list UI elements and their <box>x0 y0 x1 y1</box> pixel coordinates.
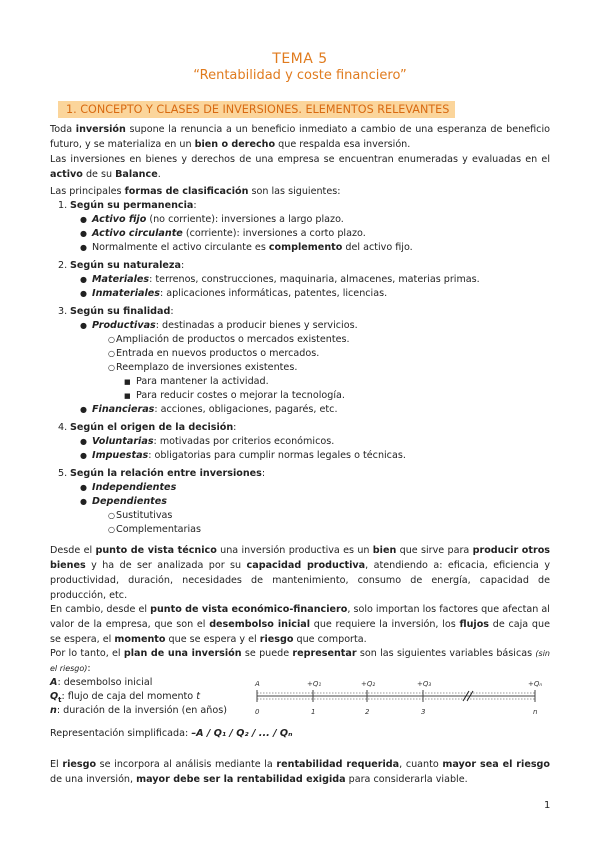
technical-paragraph: Desde el punto de vista técnico una inversión productiva es un bien que sirve para producir otros bienes y ha de ser analizada por su capacidad productiva, atendiendo a: eficacia, eficiencia y productividad, duración, necesidades de mantenimiento, consumo de energía, capacidad de producción, etc. <box>50 545 551 601</box>
list-item: Según la relación entre inversiones: <box>70 468 266 479</box>
list-item: Según su permanencia: <box>70 200 197 211</box>
list-marker: ● <box>80 437 87 446</box>
list-marker: ● <box>80 289 87 298</box>
list-item: Complementarias <box>116 524 202 535</box>
list-marker: ● <box>80 483 87 492</box>
list-marker: ● <box>80 405 87 414</box>
page-title: TEMA 5 <box>272 51 328 67</box>
list-marker: ■ <box>124 378 131 386</box>
list-marker: 2. <box>58 260 68 271</box>
list-marker: ● <box>80 243 87 252</box>
list-item: Según el origen de la decisión: <box>70 422 237 433</box>
cash-flow-timeline <box>245 676 555 726</box>
list-marker: 5. <box>58 468 68 479</box>
list-marker: 4. <box>58 422 68 433</box>
list-item: Para mantener la actividad. <box>136 376 269 387</box>
list-marker: 3. <box>58 306 68 317</box>
timeline-bottom-label: n <box>533 708 538 716</box>
list-marker: ○ <box>108 525 115 534</box>
timeline-bottom-label: 0 <box>255 708 260 716</box>
list-marker: ○ <box>108 349 115 358</box>
list-item: Activo circulante (corriente): inversiones a corto plazo. <box>92 228 366 239</box>
plan-paragraph: Por lo tanto, el plan de una inversión se puede representar son las siguientes variables básicas (sin el riesgo): <box>50 648 550 674</box>
list-item: Productivas: destinadas a producir bienes y servicios. <box>92 320 358 331</box>
intro-paragraph-2: Las inversiones en bienes y derechos de una empresa se encuentran enumeradas y evaluadas en el activo de su Balance. <box>50 154 550 180</box>
list-marker: ● <box>80 229 87 238</box>
list-marker: 1. <box>58 200 68 211</box>
list-item: Independientes <box>92 482 177 493</box>
simplified-representation: Representación simplificada: –A / Q₁ / Q₂ / ... / Qₙ <box>50 728 293 739</box>
list-item: Materiales: terrenos, construcciones, maquinaria, almacenes, materias primas. <box>92 274 480 285</box>
list-item: Reemplazo de inversiones existentes. <box>116 362 298 373</box>
timeline-top-label: +Q₃ <box>417 680 432 688</box>
risk-paragraph: El riesgo se incorpora al análisis mediante la rentabilidad requerida, cuanto mayor sea el riesgo de una inversión, mayor debe ser la rentabilidad exigida para considerarla viable. <box>50 759 551 785</box>
variable-q: $Q_t$: flujo de caja del momento t <box>50 691 200 704</box>
timeline-top-label: +Q₁ <box>307 680 322 688</box>
variable-n: n: duración de la inversión (en años) <box>50 705 227 716</box>
list-item: Normalmente el activo circulante es complemento del activo fijo. <box>92 242 413 253</box>
list-item: Financieras: acciones, obligaciones, pagarés, etc. <box>92 404 338 415</box>
list-marker: ● <box>80 451 87 460</box>
list-marker: ○ <box>108 363 115 372</box>
list-item: Según su naturaleza: <box>70 260 185 271</box>
list-item: Según su finalidad: <box>70 306 174 317</box>
list-marker: ■ <box>124 392 131 400</box>
intro-paragraph-1: Toda inversión supone la renuncia a un beneficio inmediato a cambio de una esperanza de beneficio futuro, y se materializa en un bien o derecho que respalda esa inversión. <box>50 124 550 150</box>
variable-a: A: desembolso inicial <box>50 677 153 688</box>
list-marker: ○ <box>108 335 115 344</box>
economic-paragraph: En cambio, desde el punto de vista económico-financiero, solo importan los factores que afectan al valor de la empresa, que son el desembolso inicial que requiere la inversión, los flujos de caja que se espera, el momento que se espera y el riesgo que comporta. <box>50 604 550 645</box>
timeline-bottom-label: 2 <box>365 708 370 716</box>
intro-paragraph-3: Las principales formas de clasificación son las siguientes: <box>50 186 341 197</box>
list-item: Ampliación de productos o mercados existentes. <box>116 334 350 345</box>
list-marker: ● <box>80 321 87 330</box>
list-item: Entrada en nuevos productos o mercados. <box>116 348 320 359</box>
list-marker: ○ <box>108 511 115 520</box>
timeline-bottom-label: 1 <box>311 708 316 716</box>
timeline-bottom-label: 3 <box>421 708 426 716</box>
list-marker: ● <box>80 275 87 284</box>
list-item: Para reducir costes o mejorar la tecnología. <box>136 390 345 401</box>
list-marker: ● <box>80 215 87 224</box>
timeline-top-label: A <box>255 680 260 688</box>
list-item: Impuestas: obligatorias para cumplir normas legales o técnicas. <box>92 450 406 461</box>
list-item: Voluntarias: motivadas por criterios económicos. <box>92 436 335 447</box>
timeline-top-label: +Qₙ <box>528 680 543 688</box>
list-item: Sustitutivas <box>116 510 173 521</box>
page-number: 1 <box>544 800 551 811</box>
page-subtitle: “Rentabilidad y coste financiero” <box>193 68 407 83</box>
list-item: Dependientes <box>92 496 167 507</box>
section-heading: 1. CONCEPTO Y CLASES DE INVERSIONES. ELEMENTOS RELEVANTES <box>58 101 455 118</box>
timeline-top-label: +Q₂ <box>361 680 376 688</box>
list-marker: ● <box>80 497 87 506</box>
list-item: Activo fijo (no corriente): inversiones a largo plazo. <box>92 214 344 225</box>
list-item: Inmateriales: aplicaciones informáticas, patentes, licencias. <box>92 288 388 299</box>
